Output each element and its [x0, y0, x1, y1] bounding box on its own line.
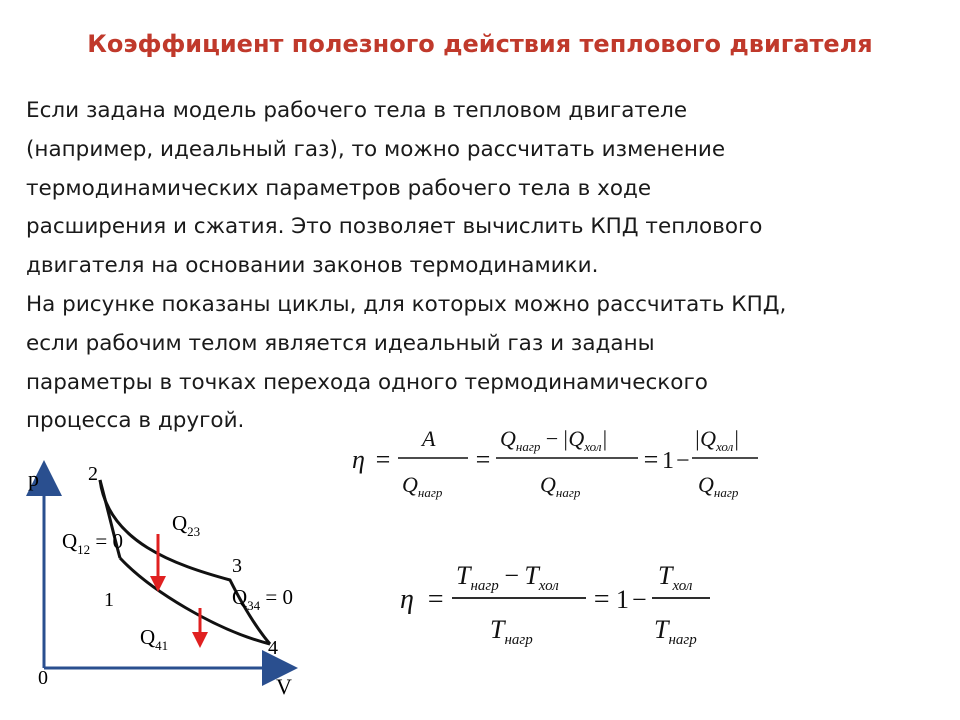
one: 1	[662, 448, 674, 474]
equals-sign-3: =	[642, 445, 660, 474]
denominator-tnagr: $T_{нагр}$	[654, 615, 697, 648]
arrow-q23-head	[150, 576, 166, 592]
paragraph-line: Если задана модель рабочего тела в тепловом двигателе	[26, 98, 688, 123]
denominator-q-3: $Q_{нагр}$	[698, 472, 739, 500]
label-q12: $Q_{12} = 0$	[62, 529, 124, 557]
minus: −	[676, 448, 690, 474]
equals-sign: =	[374, 445, 392, 474]
paragraph-line: На рисунке показаны циклы, для которых можно рассчитать КПД,	[26, 291, 787, 317]
paragraph-line: термодинамических параметров рабочего тела в ходе	[26, 175, 652, 201]
numerator-abs-qhol: $|Q_{хол}|$	[694, 426, 740, 454]
equals-sign-5: =	[592, 584, 611, 615]
point-label-3: 3	[232, 555, 242, 577]
point-label-2: 2	[88, 463, 98, 485]
denominator-q: $Q_{нагр}$	[402, 472, 443, 500]
origin-label: 0	[38, 667, 48, 689]
paragraph-line: расширения и сжатия. Это позволяет вычислить КПД теплового	[26, 214, 763, 240]
pv-cycle-diagram	[0, 430, 320, 710]
denominator-q-2: $Q_{нагр}$	[540, 472, 581, 500]
equals-sign-2: =	[474, 445, 492, 474]
paragraph-line: если рабочим телом является идеальный газ и заданы	[26, 330, 655, 356]
paragraph-line: двигателя на основании законов термодинамики.	[26, 253, 599, 279]
numerator-thol: $T_{хол}$	[658, 561, 693, 594]
minus-2: −	[632, 585, 647, 614]
numerator-t-diff: $T_{нагр} - T_{хол}$	[456, 561, 559, 594]
label-q34: $Q_{34} = 0$	[232, 585, 294, 613]
label-q23: $Q_{23}$	[172, 511, 201, 539]
efficiency-formula-heat	[340, 412, 780, 512]
denominator-t: $T_{нагр}$	[490, 615, 533, 648]
arrow-q41-head	[192, 632, 208, 648]
slide-title: Коэффициент полезного действия теплового двигателя	[87, 30, 873, 58]
point-label-4: 4	[268, 637, 278, 659]
paragraph-line: процесса в другой.	[26, 408, 245, 434]
eta-symbol: η	[352, 445, 365, 474]
axis-label-v: V	[276, 674, 292, 699]
point-label-1: 1	[104, 589, 114, 611]
one-2: 1	[616, 585, 629, 614]
efficiency-formula-temperature	[340, 546, 780, 656]
label-q41: $Q_{41}$	[140, 625, 169, 653]
equals-sign-4: =	[426, 584, 445, 615]
numerator-a: A	[422, 426, 436, 451]
paragraph-line: параметры в точках перехода одного термодинамического	[26, 369, 708, 395]
eta-symbol-2: η	[400, 584, 414, 615]
numerator-q-diff: $Q_{нагр} - |Q_{хол}|$	[500, 426, 608, 454]
paragraph-line: (например, идеальный газ), то можно рассчитать изменение	[26, 136, 726, 162]
body-paragraph	[26, 92, 946, 441]
axis-label-p: p	[28, 466, 39, 491]
